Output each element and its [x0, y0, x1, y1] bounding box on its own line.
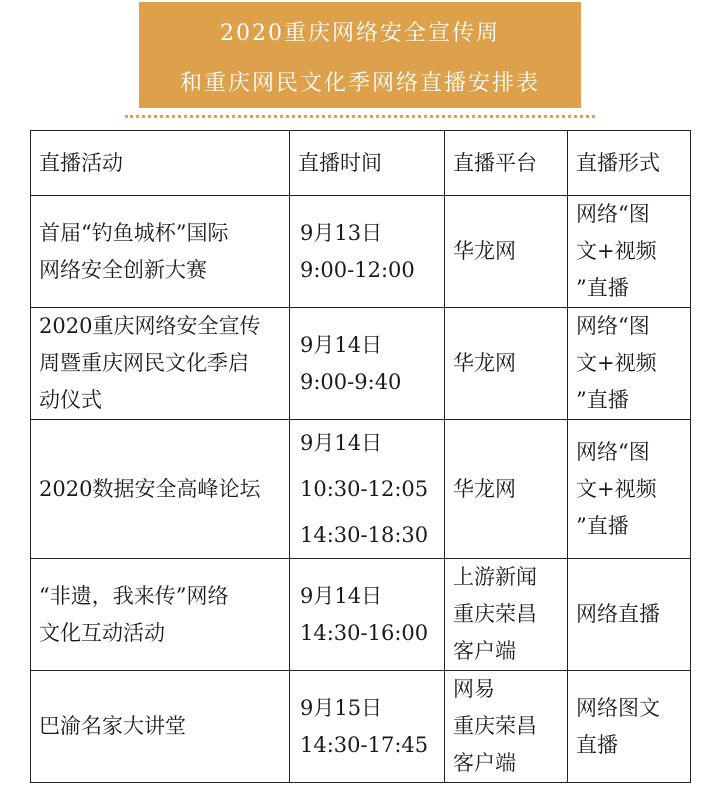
header-activity: 直播活动 [31, 131, 290, 196]
cell-line: ”直播 [576, 388, 629, 412]
title-line-2: 和重庆网民文化季网络直播安排表 [179, 71, 540, 96]
activity-cell [31, 420, 290, 559]
cell-line: 文+视频 [576, 239, 657, 263]
cell-line: 9:00-12:00 [300, 257, 415, 282]
title-banner [139, 2, 581, 108]
cell-line: 重庆荣昌 [453, 714, 537, 738]
platform-cell [445, 671, 568, 783]
header-platform: 直播平台 [445, 131, 568, 196]
table-row [31, 420, 691, 559]
cell-line: 9月13日 [300, 220, 383, 245]
time-cell [290, 308, 445, 420]
table-row [31, 671, 691, 783]
cell-line: 2020数据安全高峰论坛 [39, 476, 261, 501]
cell-line: 9:00-9:40 [300, 369, 402, 394]
cell-line: 网易 [453, 677, 495, 701]
cell-line: 14:30-17:45 [300, 732, 429, 757]
dotted-divider [125, 115, 595, 118]
cell-line: 直播 [576, 732, 618, 757]
cell-line: ”直播 [576, 513, 629, 538]
time-cell [290, 420, 445, 559]
cell-line: 首届“钓鱼城杯”国际 [39, 220, 229, 245]
activity-cell [31, 559, 290, 671]
cell-line: 客户端 [453, 751, 516, 775]
time-cell [290, 196, 445, 308]
cell-line: 9月14日 [300, 583, 383, 608]
cell-line: 网络“图 [576, 202, 650, 226]
cell-line: ”直播 [576, 276, 629, 300]
platform-cell [445, 559, 568, 671]
cell-line: 14:30-18:30 [300, 523, 429, 547]
table-header-row [31, 131, 691, 196]
cell-line: 网络图文 [576, 695, 660, 720]
cell-line: 文化互动活动 [39, 620, 165, 645]
cell-line: 周暨重庆网民文化季启 [39, 351, 249, 375]
platform-cell [445, 196, 568, 308]
cell-line: 9月15日 [300, 695, 383, 720]
cell-line: 文+视频 [576, 476, 657, 501]
cell-line: 9月14日 [300, 431, 383, 455]
cell-line: 10:30-12:05 [300, 477, 429, 501]
cell-line: 网络直播 [576, 602, 660, 626]
cell-line: 网络安全创新大赛 [39, 257, 207, 282]
form-cell [568, 196, 691, 308]
cell-line: 文+视频 [576, 351, 657, 375]
cell-line: 上游新闻 [453, 565, 537, 589]
cell-line: 华龙网 [453, 239, 516, 263]
cell-line: 客户端 [453, 639, 516, 663]
platform-cell [445, 420, 568, 559]
header-form: 直播形式 [568, 131, 691, 196]
title-line-1: 2020重庆网络安全宣传周 [220, 21, 500, 46]
form-cell [568, 559, 691, 671]
activity-cell [31, 196, 290, 308]
form-cell [568, 420, 691, 559]
platform-cell [445, 308, 568, 420]
table-row [31, 308, 691, 420]
cell-line: 网络“图 [576, 439, 650, 464]
cell-line: 动仪式 [39, 388, 102, 412]
cell-line: 9月14日 [300, 332, 383, 357]
cell-line: 网络“图 [576, 314, 650, 338]
form-cell [568, 308, 691, 420]
cell-line: “非遗，我来传”网络 [39, 583, 229, 608]
cell-line: 华龙网 [453, 476, 516, 501]
cell-line: 2020重庆网络安全宣传 [39, 314, 261, 338]
cell-line: 华龙网 [453, 351, 516, 375]
table-row [31, 559, 691, 671]
time-cell [290, 559, 445, 671]
time-cell [290, 671, 445, 783]
cell-line: 巴渝名家大讲堂 [39, 714, 186, 738]
cell-line: 重庆荣昌 [453, 602, 537, 626]
header-time: 直播时间 [290, 131, 445, 196]
form-cell [568, 671, 691, 783]
table-row [31, 196, 691, 308]
activity-cell [31, 308, 290, 420]
cell-line: 14:30-16:00 [300, 620, 429, 645]
schedule-table [30, 130, 691, 783]
activity-cell [31, 671, 290, 783]
